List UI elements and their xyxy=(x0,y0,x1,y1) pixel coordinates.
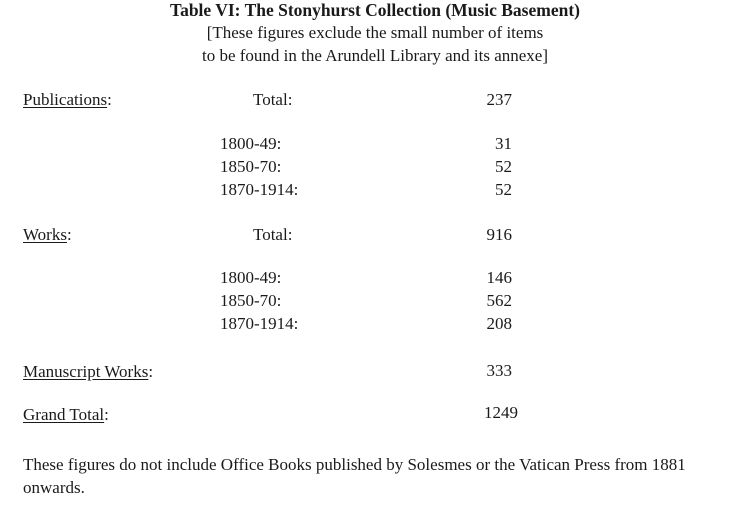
works-range-period: 1870-1914: xyxy=(220,314,299,333)
works-total-value: 916 xyxy=(486,225,512,244)
grand-total-label xyxy=(23,406,109,423)
publications-range-value: 52 xyxy=(495,180,512,199)
publications-label xyxy=(23,91,112,108)
manuscript-works-value: 333 xyxy=(486,361,512,380)
grand-total-value: 1249 xyxy=(484,403,518,422)
works-range-period: 1850-70: xyxy=(220,291,282,310)
grand-total-label-text: Grand Total xyxy=(23,405,105,424)
table-subtitle-line-2: to be found in the Arundell Library and its annexe] xyxy=(201,46,549,65)
manuscript-works-label xyxy=(23,363,153,380)
manuscript-works-label-text: Manuscript Works xyxy=(23,362,149,381)
works-range-value: 562 xyxy=(486,291,512,310)
publications-range-period: 1800-49: xyxy=(220,134,282,153)
publications-range-value: 31 xyxy=(495,134,512,153)
table-subtitle-line-1: [These figures exclude the small number of items xyxy=(206,23,544,42)
publications-total-value: 237 xyxy=(486,90,512,109)
publications-range-value: 52 xyxy=(495,157,512,176)
works-total-label: Total: xyxy=(253,225,293,244)
publications-label-text: Publications xyxy=(23,90,108,109)
works-range-period: 1800-49: xyxy=(220,268,282,287)
publications-range-period: 1870-1914: xyxy=(220,180,299,199)
publications-total-label: Total: xyxy=(253,90,293,109)
manuscript-works-label-colon: : xyxy=(148,362,154,381)
works-label-colon: : xyxy=(66,225,72,244)
works-range-value: 208 xyxy=(486,314,512,333)
works-label-text: Works xyxy=(23,225,67,244)
publications-range-period: 1850-70: xyxy=(220,157,282,176)
works-range-value: 146 xyxy=(486,268,512,287)
works-label xyxy=(23,226,72,243)
grand-total-label-colon: : xyxy=(104,405,109,424)
publications-label-colon: : xyxy=(107,90,112,109)
footnote: These figures do not include Office Books published by Solesmes or the Vatican Press from 1881 onwards. xyxy=(23,455,686,497)
table-title: Table VI: The Stonyhurst Collection (Music Basement) xyxy=(170,0,580,20)
